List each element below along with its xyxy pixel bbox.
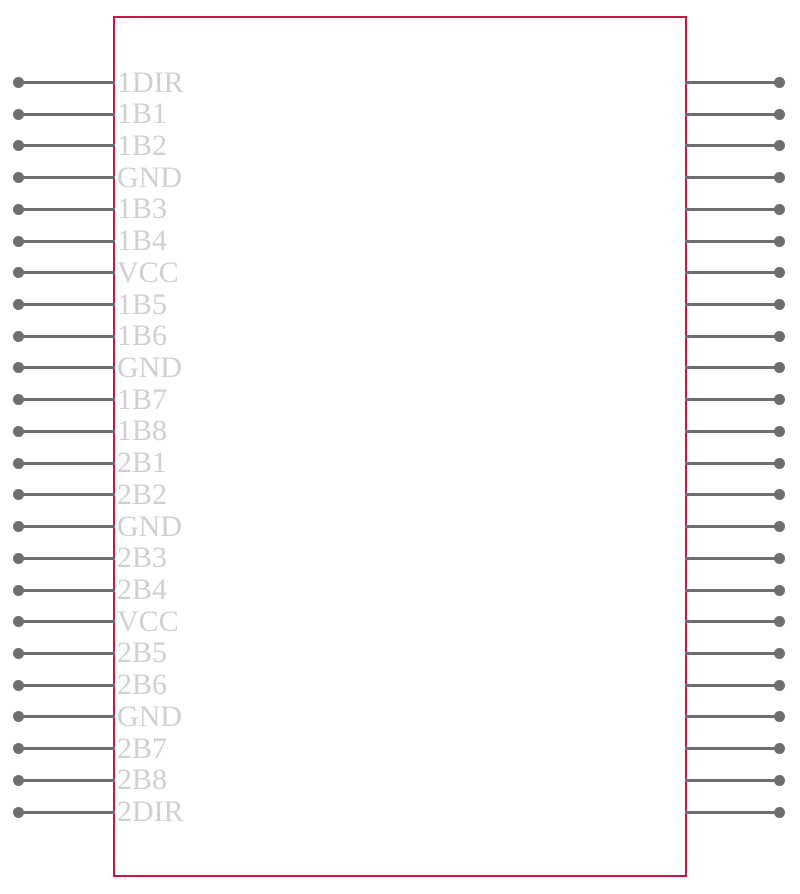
pin-label: 1B6 bbox=[117, 319, 168, 353]
pin-line bbox=[685, 620, 780, 623]
pin-line bbox=[18, 747, 115, 750]
pin-line bbox=[685, 779, 780, 782]
pin-label: 1B3 bbox=[117, 192, 168, 226]
pin-line bbox=[685, 747, 780, 750]
pin-label: 2B6 bbox=[117, 668, 168, 702]
pin-line bbox=[18, 652, 115, 655]
pin-label: 2B4 bbox=[117, 573, 168, 607]
pin-line bbox=[18, 620, 115, 623]
pin-line bbox=[18, 335, 115, 338]
pin-line bbox=[685, 525, 780, 528]
pin-label: 2B2 bbox=[117, 477, 168, 511]
pin-label: GND bbox=[117, 160, 182, 194]
pin-line bbox=[685, 715, 780, 718]
pin-line bbox=[18, 525, 115, 528]
pin-line bbox=[18, 493, 115, 496]
pin-line bbox=[18, 398, 115, 401]
pin-line bbox=[685, 144, 780, 147]
pin-label: 1B7 bbox=[117, 382, 168, 416]
pin-label: 2B5 bbox=[117, 636, 168, 670]
pin-line bbox=[685, 335, 780, 338]
pin-line bbox=[685, 240, 780, 243]
pin-label: VCC bbox=[117, 604, 179, 638]
pin-line bbox=[685, 462, 780, 465]
pin-line bbox=[685, 208, 780, 211]
pin-line bbox=[18, 366, 115, 369]
pin-label: 1B4 bbox=[117, 224, 168, 258]
pin-label: 2DIR bbox=[117, 795, 184, 829]
pin-label: 1B8 bbox=[117, 414, 168, 448]
symbol-body-outline bbox=[113, 16, 687, 877]
pin-label: 2B8 bbox=[117, 763, 168, 797]
pin-line bbox=[685, 652, 780, 655]
pin-line bbox=[18, 811, 115, 814]
pin-line bbox=[18, 208, 115, 211]
pin-line bbox=[18, 144, 115, 147]
pin-label: 2B1 bbox=[117, 446, 168, 480]
pin-line bbox=[18, 779, 115, 782]
pin-line bbox=[685, 366, 780, 369]
pin-label: 2B7 bbox=[117, 731, 168, 765]
pin-line bbox=[18, 684, 115, 687]
pin-label: 2B3 bbox=[117, 541, 168, 575]
pin-label: VCC bbox=[117, 255, 179, 289]
pin-label: 1DIR bbox=[117, 65, 184, 99]
pin-label: GND bbox=[117, 350, 182, 384]
pin-line bbox=[18, 589, 115, 592]
pin-line bbox=[685, 684, 780, 687]
pin-line bbox=[685, 430, 780, 433]
pin-line bbox=[18, 303, 115, 306]
pin-line bbox=[685, 176, 780, 179]
pin-label: 1B5 bbox=[117, 287, 168, 321]
pin-line bbox=[18, 715, 115, 718]
pin-line bbox=[18, 113, 115, 116]
pin-line bbox=[18, 176, 115, 179]
pin-label: GND bbox=[117, 509, 182, 543]
pin-line bbox=[685, 113, 780, 116]
pin-line bbox=[685, 557, 780, 560]
pin-line bbox=[18, 557, 115, 560]
pin-line bbox=[685, 81, 780, 84]
pin-line bbox=[18, 430, 115, 433]
pin-line bbox=[18, 240, 115, 243]
pin-line bbox=[685, 493, 780, 496]
pin-label: 1B1 bbox=[117, 97, 168, 131]
pin-label: 1B2 bbox=[117, 128, 168, 162]
pin-line bbox=[685, 589, 780, 592]
pin-line bbox=[18, 462, 115, 465]
pin-line bbox=[685, 303, 780, 306]
pin-line bbox=[685, 271, 780, 274]
pin-line bbox=[18, 81, 115, 84]
pin-label: GND bbox=[117, 699, 182, 733]
pin-line bbox=[685, 398, 780, 401]
pin-line bbox=[18, 271, 115, 274]
pin-line bbox=[685, 811, 780, 814]
